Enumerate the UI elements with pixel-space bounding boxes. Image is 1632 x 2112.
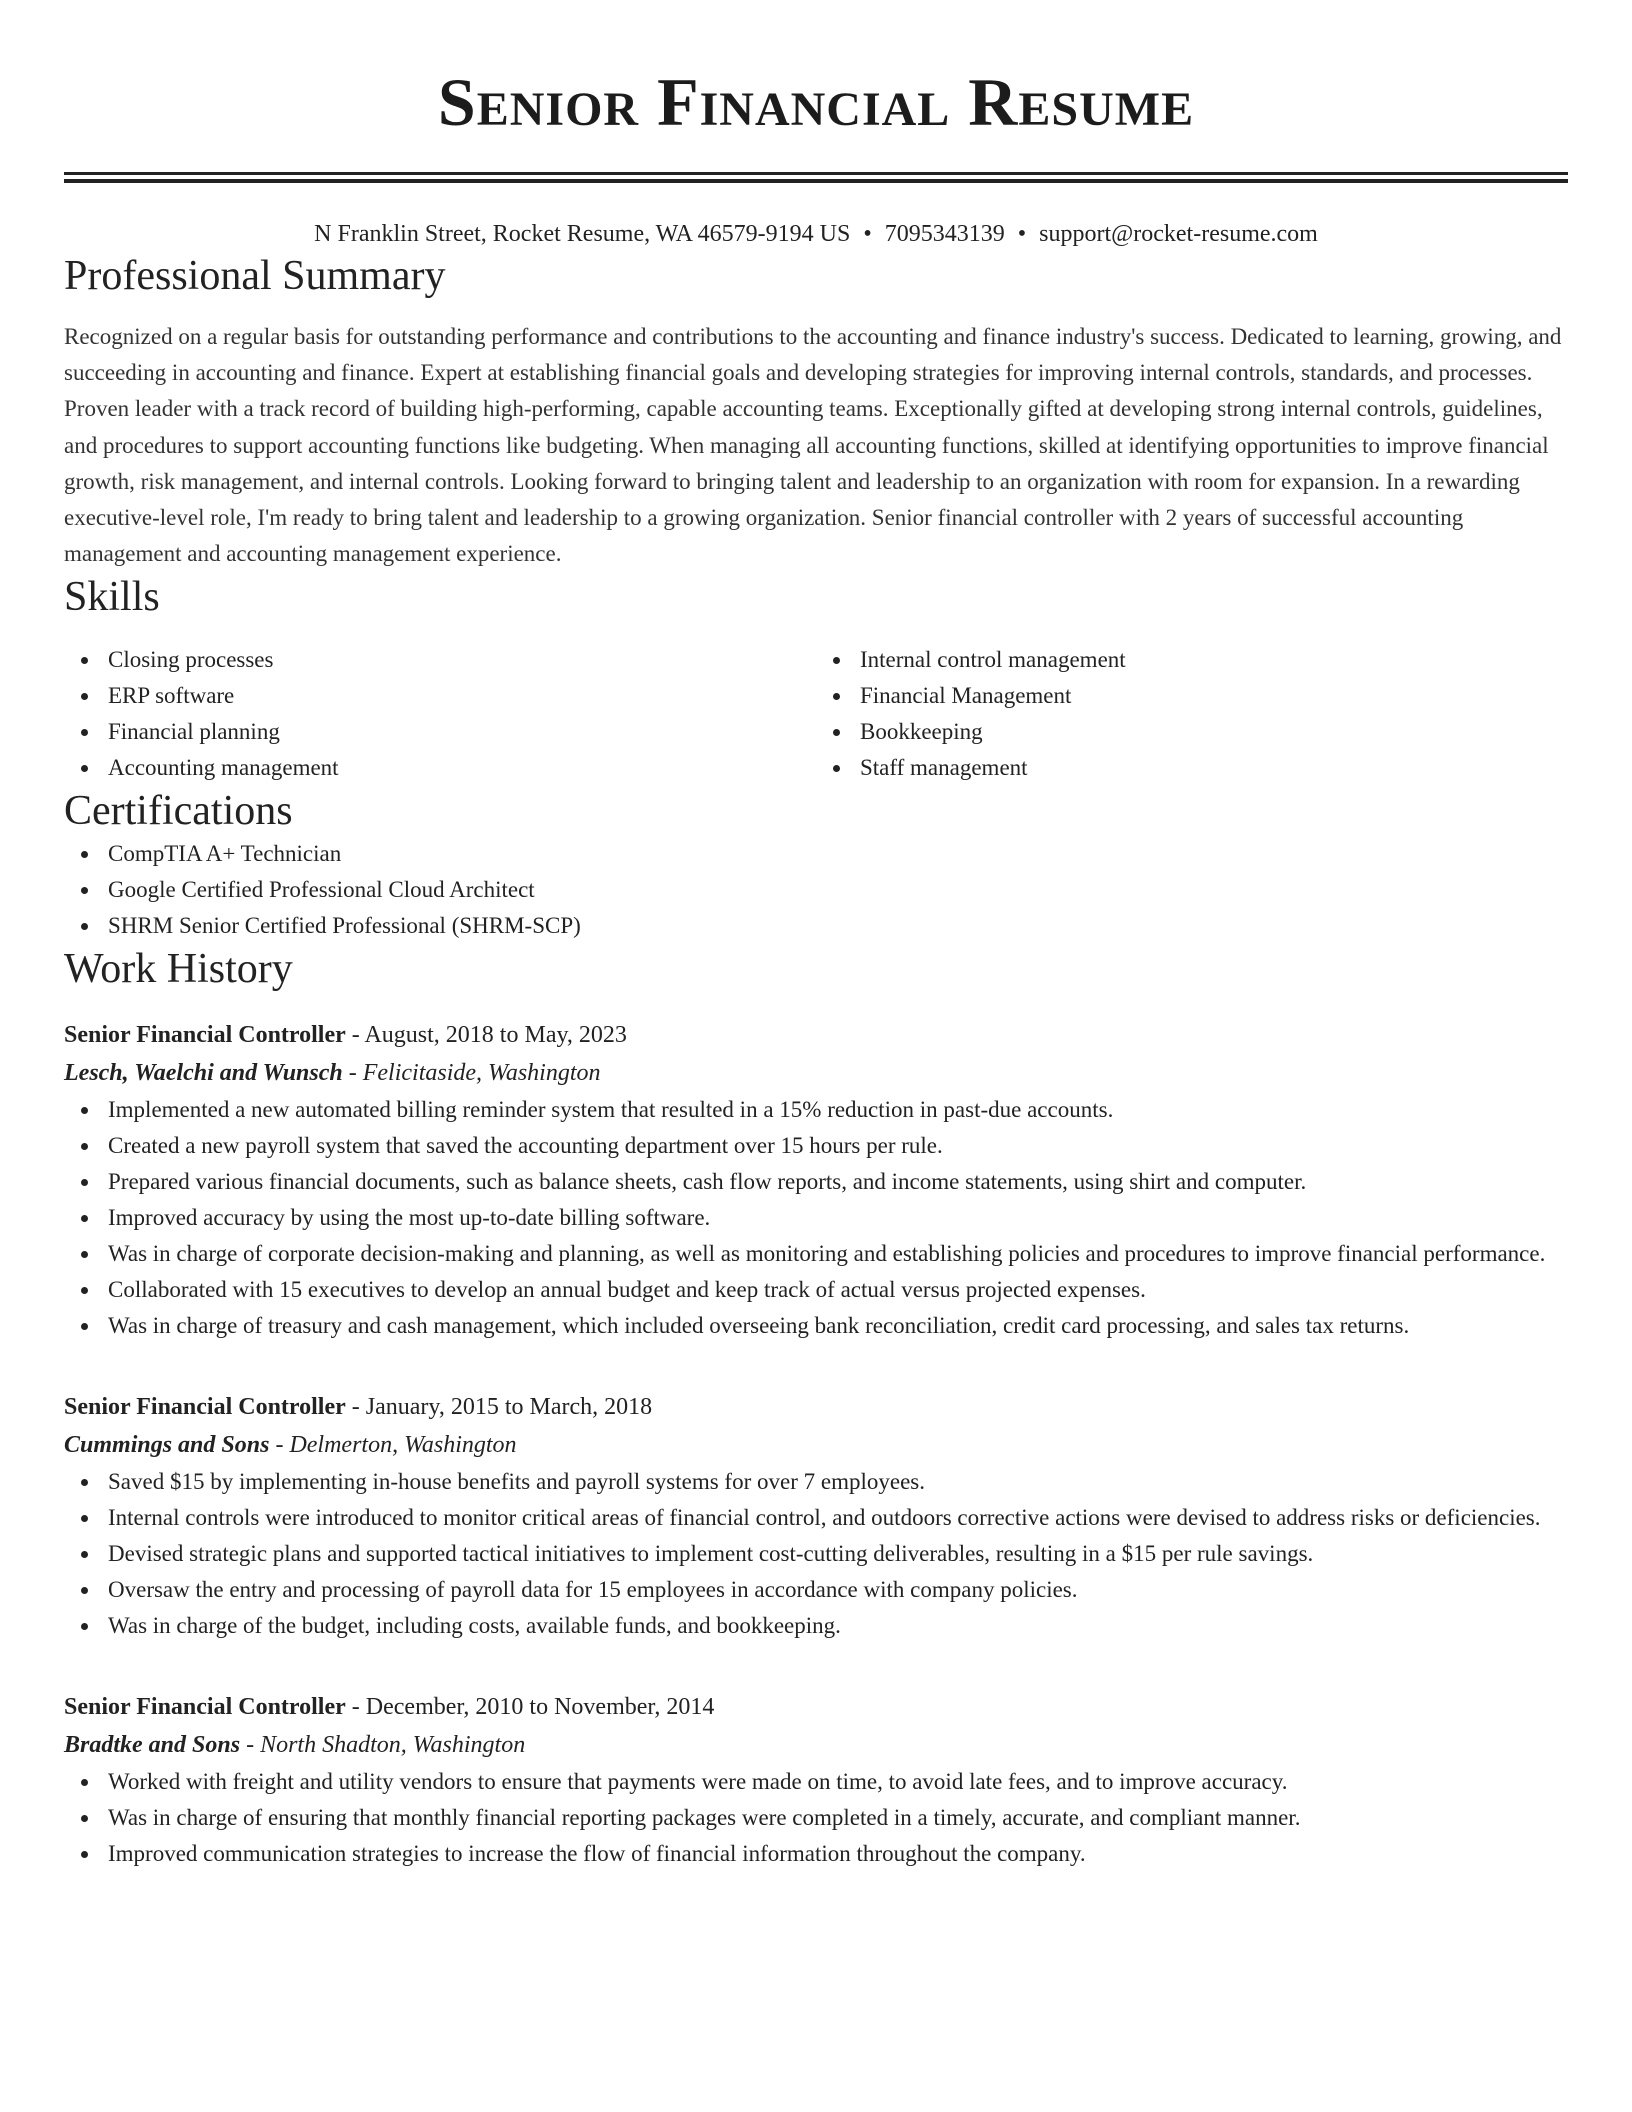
skill-item: Staff management	[816, 750, 1568, 786]
job-separator: -	[275, 1432, 284, 1459]
job-bullet: Was in charge of the budget, including costs, available funds, and bookkeeping.	[64, 1608, 1568, 1644]
title-divider	[64, 172, 1568, 183]
skill-item: Accounting management	[64, 750, 816, 786]
job-bullet: Collaborated with 15 executives to develop an annual budget and keep track of actual versus projected expenses.	[64, 1272, 1568, 1308]
contact-address: N Franklin Street, Rocket Resume, WA 46579-9194 US	[314, 221, 851, 247]
job-separator: -	[246, 1732, 255, 1759]
certification-item: SHRM Senior Certified Professional (SHRM-SCP)	[64, 908, 1568, 944]
job-bullets	[64, 1464, 1568, 1644]
contact-email: support@rocket-resume.com	[1039, 221, 1318, 247]
job-title: Senior Financial Controller	[64, 1694, 346, 1721]
skill-item: Closing processes	[64, 642, 816, 678]
skills-heading: Skills	[64, 574, 160, 621]
job-company-line	[64, 1726, 1568, 1764]
skills-column-left	[64, 642, 816, 786]
skills-column-right	[816, 642, 1568, 786]
job-bullet: Improved accuracy by using the most up-to-date billing software.	[64, 1200, 1568, 1236]
skills-list	[64, 642, 1568, 786]
job-company-line	[64, 1426, 1568, 1464]
job-bullet: Improved communication strategies to increase the flow of financial information throughout the company.	[64, 1836, 1568, 1872]
certifications-list	[64, 836, 1568, 944]
job-dates: December, 2010 to November, 2014	[365, 1694, 715, 1721]
job-entry	[64, 1016, 1568, 1344]
job-entry	[64, 1688, 1568, 1872]
job-bullet: Worked with freight and utility vendors to ensure that payments were made on time, to avoid late fees, and to improve accuracy.	[64, 1764, 1568, 1800]
job-title-line	[64, 1688, 1568, 1726]
job-company-line	[64, 1054, 1568, 1092]
job-title: Senior Financial Controller	[64, 1022, 346, 1049]
skill-item: Bookkeeping	[816, 714, 1568, 750]
job-separator: -	[351, 1394, 360, 1421]
job-bullet: Internal controls were introduced to monitor critical areas of financial control, and outdoors corrective actions were devised to address risks or deficiencies.	[64, 1500, 1568, 1536]
job-dates: January, 2015 to March, 2018	[365, 1394, 653, 1421]
job-company: Lesch, Waelchi and Wunsch	[64, 1060, 343, 1087]
job-bullet: Devised strategic plans and supported tactical initiatives to implement cost-cutting deliverables, resulting in a $15 per rule savings.	[64, 1536, 1568, 1572]
certifications-heading: Certifications	[64, 788, 293, 835]
certification-item: Google Certified Professional Cloud Architect	[64, 872, 1568, 908]
job-dates: August, 2018 to May, 2023	[364, 1022, 627, 1049]
work-history-heading: Work History	[64, 946, 293, 993]
contact-phone: 7095343139	[884, 221, 1005, 247]
job-bullet: Was in charge of treasury and cash management, which included overseeing bank reconciliation, credit card processing, and sales tax returns.	[64, 1308, 1568, 1344]
job-separator: -	[351, 1694, 360, 1721]
job-bullet: Oversaw the entry and processing of payroll data for 15 employees in accordance with company policies.	[64, 1572, 1568, 1608]
job-title-line	[64, 1388, 1568, 1426]
skill-item: Financial planning	[64, 714, 816, 750]
job-company: Cummings and Sons	[64, 1432, 270, 1459]
job-title: Senior Financial Controller	[64, 1394, 346, 1421]
job-bullet: Was in charge of corporate decision-making and planning, as well as monitoring and establishing policies and procedures to improve financial performance.	[64, 1236, 1568, 1272]
skill-item: Internal control management	[816, 642, 1568, 678]
job-separator: -	[348, 1060, 357, 1087]
job-bullet: Saved $15 by implementing in-house benefits and payroll systems for over 7 employees.	[64, 1464, 1568, 1500]
job-entry	[64, 1388, 1568, 1644]
job-location: Felicitaside, Washington	[362, 1060, 601, 1087]
contact-separator: •	[863, 221, 872, 247]
skill-item: Financial Management	[816, 678, 1568, 714]
skill-item: ERP software	[64, 678, 816, 714]
certification-item: CompTIA A+ Technician	[64, 836, 1568, 872]
job-title-line	[64, 1016, 1568, 1054]
job-separator: -	[351, 1022, 360, 1049]
job-location: Delmerton, Washington	[289, 1432, 517, 1459]
job-bullet: Created a new payroll system that saved the accounting department over 15 hours per rule.	[64, 1128, 1568, 1164]
job-bullets	[64, 1764, 1568, 1872]
summary-heading: Professional Summary	[64, 253, 446, 299]
job-bullet: Was in charge of ensuring that monthly financial reporting packages were completed in a timely, accurate, and compliant manner.	[64, 1800, 1568, 1836]
job-location: North Shadton, Washington	[260, 1732, 526, 1759]
page-title: Senior Financial Resume	[437, 64, 1195, 140]
job-bullet: Prepared various financial documents, such as balance sheets, cash flow reports, and income statements, using shirt and computer.	[64, 1164, 1568, 1200]
contact-separator: •	[1017, 221, 1027, 247]
contact-info	[64, 217, 1568, 251]
job-bullets	[64, 1092, 1568, 1344]
job-bullet: Implemented a new automated billing reminder system that resulted in a 15% reduction in past-due accounts.	[64, 1092, 1568, 1128]
summary-text: Recognized on a regular basis for outstanding performance and contributions to the accounting and finance industry's success. Dedicated to learning, growing, and succeeding in accounting and finance. Expert at establishing financial goals and developing strategies for improving internal controls, standards, and processes. Proven leader with a track record of building high-performing, capable accounting teams. Exceptionally gifted at developing strong internal controls, guidelines, and procedures to support accounting functions like budgeting. When managing all accounting functions, skilled at identifying opportunities to improve financial growth, risk management, and internal controls. Looking forward to bringing talent and leadership to an organization with room for expansion. In a rewarding executive-level role, I'm ready to bring talent and leadership to a growing organization. Senior financial controller with 2 years of successful accounting management and accounting management experience.	[64, 324, 1562, 567]
job-company: Bradtke and Sons	[64, 1732, 241, 1759]
